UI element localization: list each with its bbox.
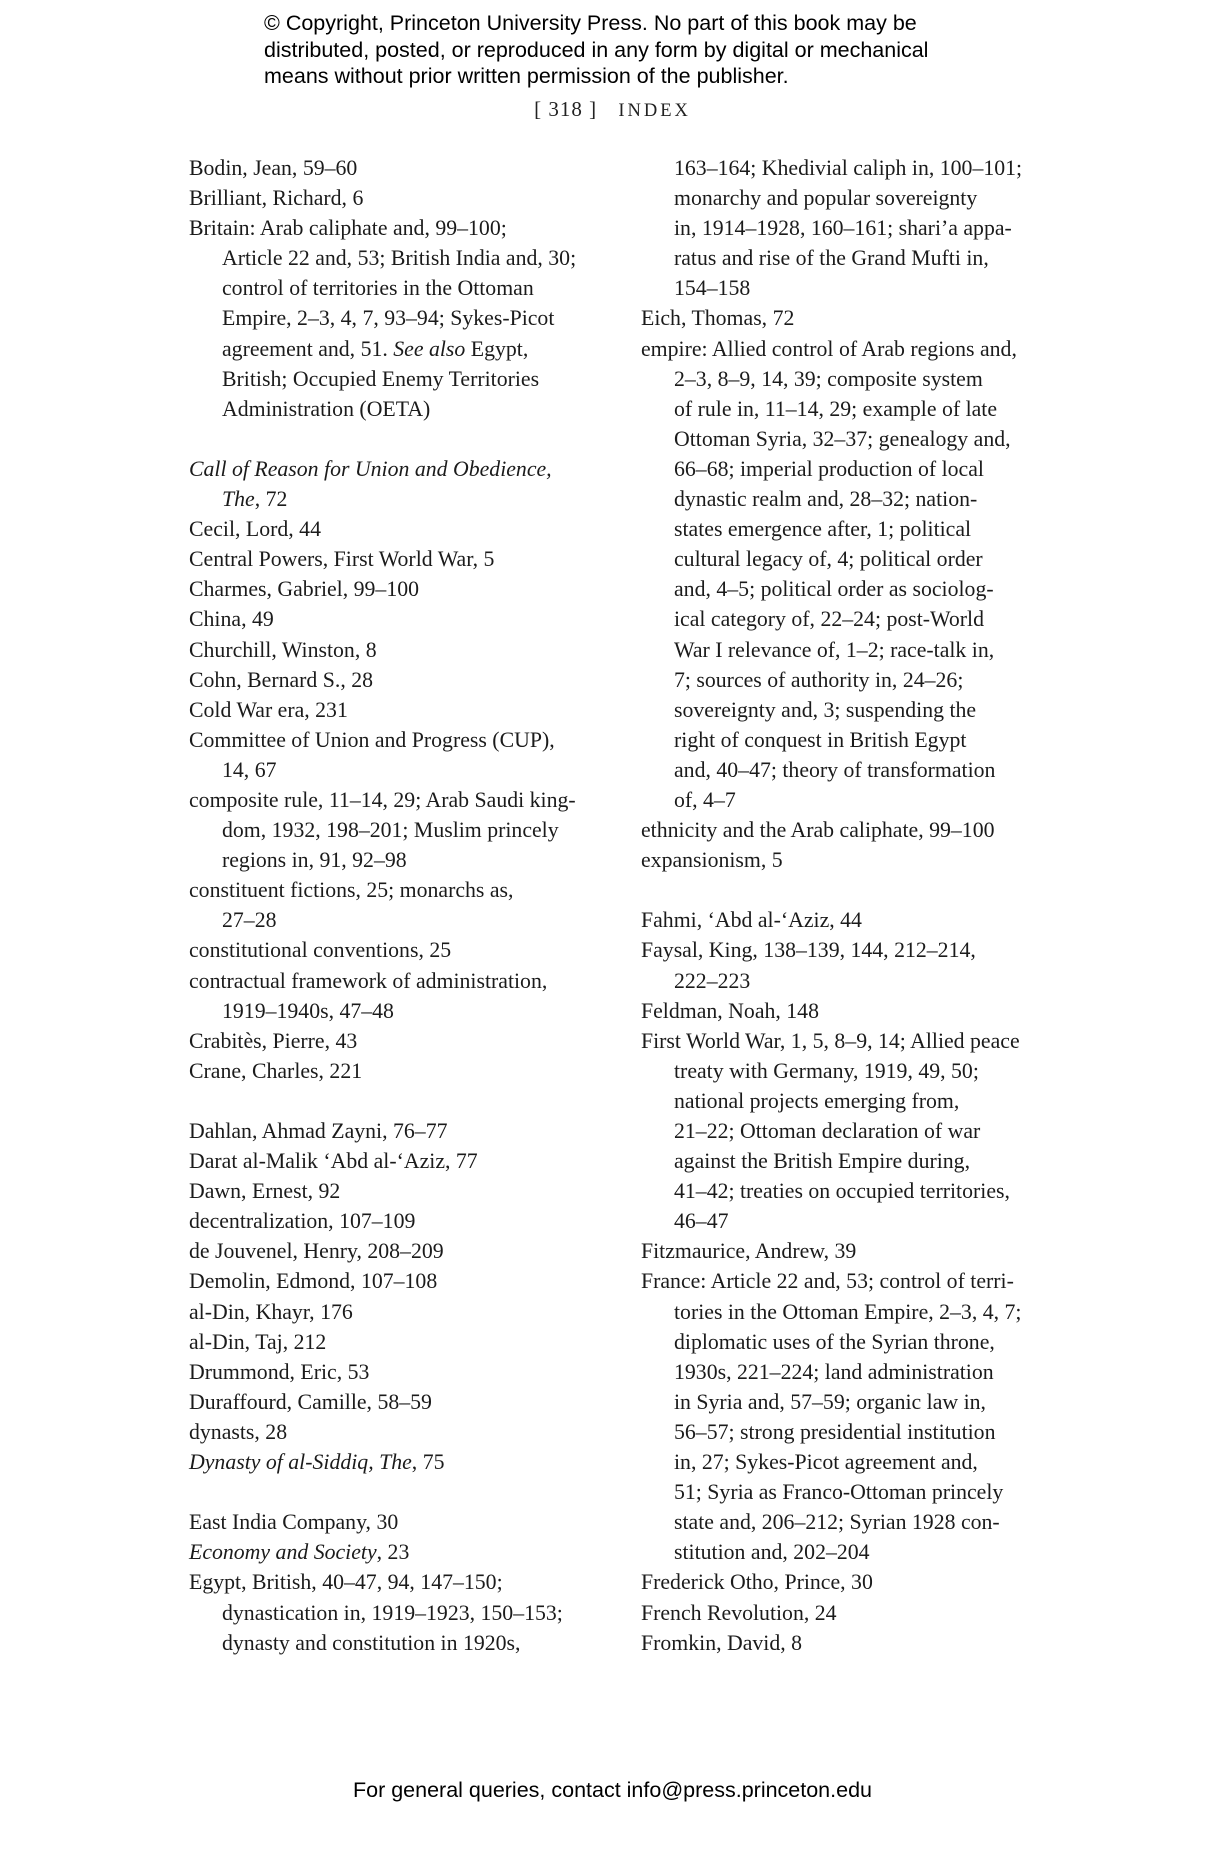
- index-entry-line: Britain: Arab caliphate and, 99–100;: [189, 216, 507, 241]
- index-entry-line: stitution and, 202–204: [674, 1540, 870, 1565]
- index-entry: [189, 1327, 619, 1357]
- index-entry: [189, 183, 619, 213]
- index-entry: [189, 153, 619, 183]
- index-entry: [189, 1026, 619, 1056]
- index-entry-line: decentralization, 107–109: [189, 1209, 416, 1234]
- index-entry-line: Feldman, Noah, 148: [641, 998, 819, 1023]
- index-entry-line: dom, 1932, 198–201; Muslim princely: [222, 818, 559, 843]
- index-entry: [189, 695, 619, 725]
- index-entry-line: 51; Syria as Franco-Ottoman princely: [674, 1480, 1004, 1505]
- index-entry-line: 66–68; imperial production of local: [674, 456, 984, 481]
- footer-contact: For general queries, contact info@press.princeton.edu: [352, 1778, 872, 1802]
- index-column-left: [189, 153, 619, 1658]
- index-entry: [189, 544, 619, 574]
- index-entry-line: state and, 206–212; Syrian 1928 con-: [674, 1510, 1000, 1535]
- letter-group-gap: [189, 424, 619, 454]
- index-entry-line: Duraffourd, Camille, 58–59: [189, 1389, 432, 1414]
- index-entry-line: 1930s, 221–224; land administration: [674, 1359, 994, 1384]
- index-entry-line: Cecil, Lord, 44: [189, 517, 321, 542]
- index-entry: [189, 1297, 619, 1327]
- index-entry-line: Cold War era, 231: [189, 697, 348, 722]
- index-entry-line: 154–158: [674, 276, 751, 301]
- index-entry-line: diplomatic uses of the Syrian throne,: [674, 1329, 995, 1354]
- index-entry-line: right of conquest in British Egypt: [674, 727, 967, 752]
- index-entry-line: agreement and, 51. See also Egypt,: [222, 336, 529, 361]
- index-entry-line: and, 40–47; theory of transformation: [674, 757, 996, 782]
- index-entry-line: Fitzmaurice, Andrew, 39: [641, 1239, 857, 1264]
- index-entry-line: War I relevance of, 1–2; race-talk in,: [674, 637, 995, 662]
- index-entry-line: Churchill, Winston, 8: [189, 637, 377, 662]
- index-entry: [189, 785, 619, 875]
- index-entry-line: al-Din, Khayr, 176: [189, 1299, 353, 1324]
- letter-group-gap: [641, 875, 1061, 905]
- index-entry: [189, 665, 619, 695]
- index-entry-line: 41–42; treaties on occupied territories,: [674, 1179, 1010, 1204]
- index-entry-line: in Syria and, 57–59; organic law in,: [674, 1389, 986, 1414]
- index-entry: [189, 454, 619, 514]
- index-entry: [189, 1266, 619, 1296]
- index-entry: [189, 1206, 619, 1236]
- index-entry-line: East India Company, 30: [189, 1510, 399, 1535]
- index-entry: [641, 996, 1061, 1026]
- index-entry-line: Egypt, British, 40–47, 94, 147–150;: [189, 1570, 503, 1595]
- index-entry-line: 56–57; strong presidential institution: [674, 1419, 996, 1444]
- index-entry-line: China, 49: [189, 607, 274, 632]
- index-entry-line: Darat al-Malik ‘Abd al-‘Aziz, 77: [189, 1149, 478, 1174]
- index-entry: [641, 905, 1061, 935]
- index-entry: [189, 514, 619, 544]
- index-entry: [189, 1357, 619, 1387]
- index-entry-line: al-Din, Taj, 212: [189, 1329, 327, 1354]
- index-entry-line: cultural legacy of, 4; political order: [674, 547, 983, 572]
- index-entry: [641, 815, 1061, 845]
- index-entry: [641, 1236, 1061, 1266]
- index-entry-line: Committee of Union and Progress (CUP),: [189, 727, 555, 752]
- index-entry-line: sovereignty and, 3; suspending the: [674, 697, 977, 722]
- index-entry: [189, 1387, 619, 1417]
- index-entry: [189, 1176, 619, 1206]
- index-entry-line: Dynasty of al-Siddiq, The, 75: [189, 1450, 445, 1475]
- index-entry-line: composite rule, 11–14, 29; Arab Saudi king-: [189, 787, 576, 812]
- index-entry: [189, 875, 619, 935]
- index-entry-line: Fahmi, ‘Abd al-‘Aziz, 44: [641, 908, 862, 933]
- index-entry-line: Call of Reason for Union and Obedience,: [189, 456, 552, 481]
- index-entry-line: ratus and rise of the Grand Mufti in,: [674, 246, 989, 271]
- index-entry: [641, 1026, 1061, 1237]
- copyright-line: distributed, posted, or reproduced in any form by digital or mechanical: [264, 37, 929, 62]
- copyright-line: © Copyright, Princeton University Press. No part of this book may be: [264, 11, 917, 35]
- index-entry-line: Charmes, Gabriel, 99–100: [189, 577, 420, 602]
- index-entry-line: dynastication in, 1919–1923, 150–153;: [222, 1600, 563, 1625]
- index-entry-line: Dahlan, Ahmad Zayni, 76–77: [189, 1119, 448, 1143]
- index-entry-line: and, 4–5; political order as sociolog-: [674, 577, 994, 602]
- index-entry-line: expansionism, 5: [641, 848, 783, 873]
- index-entry-line: First World War, 1, 5, 8–9, 14; Allied peace: [641, 1028, 1020, 1053]
- index-entry-line: 163–164; Khedivial caliph in, 100–101;: [674, 156, 1023, 180]
- letter-group-gap: [189, 1477, 619, 1507]
- index-entry: [641, 334, 1061, 816]
- index-entry-line: Central Powers, First World War, 5: [189, 547, 495, 572]
- index-entry-line: Article 22 and, 53; British India and, 30;: [222, 246, 577, 271]
- index-entry: [641, 1567, 1061, 1597]
- index-entry-line: 222–223: [674, 968, 751, 993]
- index-entry-line: constituent fictions, 25; monarchs as,: [189, 878, 514, 903]
- index-entry: [189, 1447, 619, 1477]
- index-entry-line: The, 72: [222, 487, 288, 512]
- index-entry-line: Dawn, Ernest, 92: [189, 1179, 341, 1204]
- index-entry-line: monarchy and popular sovereignty: [674, 186, 978, 211]
- index-entry: [189, 1056, 619, 1086]
- index-entry-line: 46–47: [674, 1209, 729, 1234]
- index-entry-line: France: Article 22 and, 53; control of terri-: [641, 1269, 1014, 1294]
- index-entry-line: of, 4–7: [674, 787, 736, 812]
- index-entry: [641, 303, 1061, 333]
- index-entry: [189, 1116, 619, 1146]
- index-entry-line: British; Occupied Enemy Territories: [222, 366, 540, 391]
- index-entry-line: Drummond, Eric, 53: [189, 1359, 370, 1384]
- index-entry: [641, 1598, 1061, 1628]
- index-entry-line: dynastic realm and, 28–32; nation-: [674, 487, 978, 512]
- index-entry: [641, 845, 1061, 875]
- index-entry-line: Fromkin, David, 8: [641, 1630, 803, 1655]
- index-entry-line: de Jouvenel, Henry, 208–209: [189, 1239, 444, 1264]
- index-entry-line: states emergence after, 1; political: [674, 517, 972, 542]
- index-entry: [641, 935, 1061, 995]
- copyright-notice: [264, 10, 1024, 90]
- index-entry: [189, 213, 619, 424]
- index-entry-line: French Revolution, 24: [641, 1600, 837, 1625]
- index-entry: [641, 1266, 1061, 1567]
- index-entry: [189, 1567, 619, 1657]
- index-entry: [189, 604, 619, 634]
- index-entry-line: contractual framework of administration,: [189, 968, 548, 993]
- index-entry-line: in, 1914–1928, 160–161; shari’a appa-: [674, 216, 1012, 241]
- index-entry-line: 21–22; Ottoman declaration of war: [674, 1119, 981, 1143]
- index-entry-line: Faysal, King, 138–139, 144, 212–214,: [641, 938, 976, 963]
- index-entry-line: Cohn, Bernard S., 28: [189, 667, 374, 692]
- index-entry: [189, 635, 619, 665]
- index-entry: [641, 153, 1061, 303]
- index-entry-line: Bodin, Jean, 59–60: [189, 156, 358, 180]
- index-entry: [189, 966, 619, 1026]
- index-entry-line: Crane, Charles, 221: [189, 1058, 363, 1083]
- page-number: [ 318 ]: [534, 97, 598, 121]
- index-entry-line: Demolin, Edmond, 107–108: [189, 1269, 438, 1294]
- copyright-line: means without prior written permission of the publisher.: [264, 64, 789, 88]
- index-entry: [189, 1417, 619, 1447]
- index-entry-line: dynasts, 28: [189, 1419, 288, 1444]
- index-entry-line: Eich, Thomas, 72: [641, 306, 795, 331]
- index-entry-line: Brilliant, Richard, 6: [189, 186, 364, 211]
- index-entry-line: treaty with Germany, 1919, 49, 50;: [674, 1058, 979, 1083]
- index-entry-line: Administration (OETA): [222, 396, 431, 421]
- index-entry-line: Economy and Society, 23: [189, 1540, 410, 1565]
- section-title: INDEX: [618, 101, 691, 121]
- index-entry-line: dynasty and constitution in 1920s,: [222, 1630, 521, 1655]
- running-head: [0, 97, 1225, 122]
- index-entry: [189, 725, 619, 785]
- letter-group-gap: [189, 1086, 619, 1116]
- index-entry-line: 7; sources of authority in, 24–26;: [674, 667, 964, 692]
- index-entry-line: 14, 67: [222, 757, 277, 782]
- index-entry-line: regions in, 91, 92–98: [222, 848, 407, 873]
- index-entry: [189, 1236, 619, 1266]
- index-entry-line: Crabitès, Pierre, 43: [189, 1028, 358, 1053]
- index-entry-line: tories in the Ottoman Empire, 2–3, 4, 7;: [674, 1299, 1022, 1324]
- index-entry-line: against the British Empire during,: [674, 1149, 971, 1174]
- index-entry-line: Ottoman Syria, 32–37; genealogy and,: [674, 426, 1011, 451]
- index-entry: [641, 1628, 1061, 1658]
- index-entry: [189, 574, 619, 604]
- index-entry-line: control of territories in the Ottoman: [222, 276, 534, 301]
- index-entry-line: 1919–1940s, 47–48: [222, 998, 394, 1023]
- index-entry-line: Empire, 2–3, 4, 7, 93–94; Sykes-Picot: [222, 306, 555, 331]
- index-entry: [189, 1507, 619, 1537]
- index-entry: [189, 935, 619, 965]
- index-entry-line: in, 27; Sykes-Picot agreement and,: [674, 1450, 978, 1475]
- index-entry-line: empire: Allied control of Arab regions and,: [641, 336, 1017, 361]
- index-entry-line: 2–3, 8–9, 14, 39; composite system: [674, 366, 983, 391]
- index-column-right: [641, 153, 1061, 1658]
- index-entry-line: of rule in, 11–14, 29; example of late: [674, 396, 998, 421]
- index-entry-line: 27–28: [222, 908, 277, 933]
- index-entry: [189, 1537, 619, 1567]
- index-entry-line: ical category of, 22–24; post-World: [674, 607, 984, 632]
- index-entry-line: ethnicity and the Arab caliphate, 99–100: [641, 818, 995, 843]
- index-entry-line: constitutional conventions, 25: [189, 938, 452, 963]
- index-entry-line: Frederick Otho, Prince, 30: [641, 1570, 873, 1595]
- index-entry: [189, 1146, 619, 1176]
- index-entry-line: national projects emerging from,: [674, 1088, 960, 1113]
